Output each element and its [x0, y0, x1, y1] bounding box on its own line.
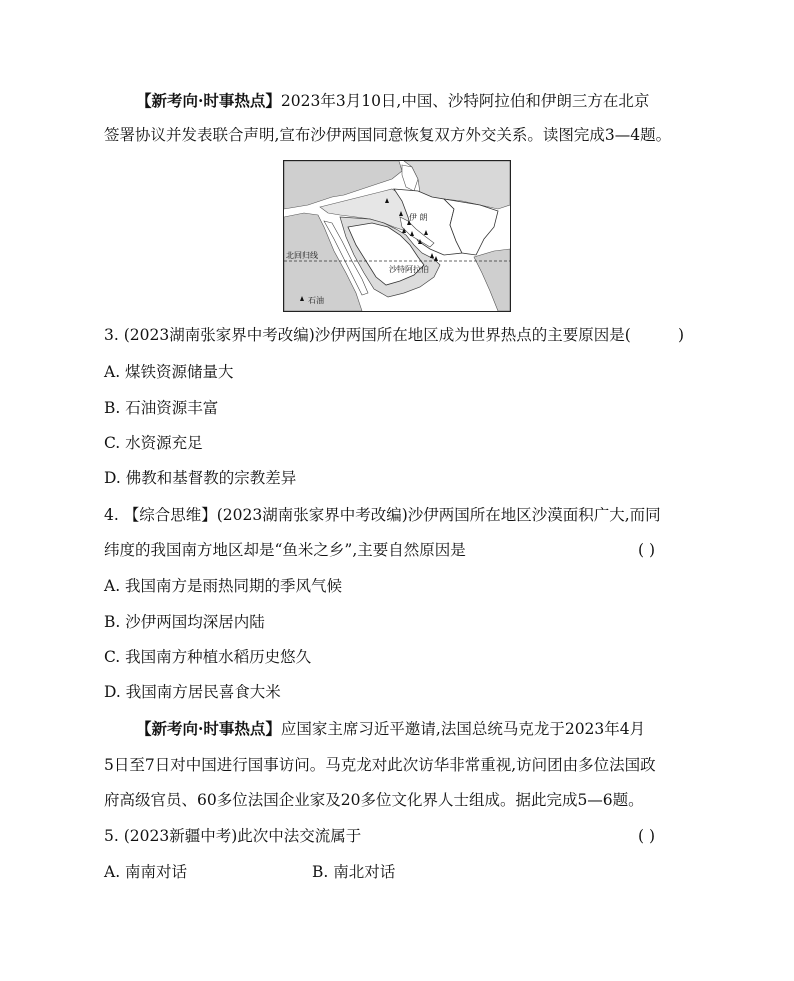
q4-stem-line1: 4. 【综合思维】(2023湖南张家界中考改编)沙伊两国所在地区沙漠面积广大,而同	[104, 506, 661, 524]
q3-option-c: C. 水资源充足	[104, 434, 203, 452]
q4-answer-paren: ( )	[638, 541, 656, 559]
label-saudi-arabia: 沙特阿拉伯	[389, 265, 429, 274]
middle-east-map	[283, 160, 511, 312]
section2-line1	[136, 719, 645, 739]
q4-option-d: D. 我国南方居民喜食大米	[104, 683, 281, 701]
q5-answer-paren: ( )	[638, 827, 656, 845]
section1-tag: 【新考向·时事热点】	[136, 91, 281, 110]
section2-tag: 【新考向·时事热点】	[136, 719, 281, 738]
q3-option-b: B. 石油资源丰富	[104, 399, 219, 417]
q3-paren-close: )	[678, 326, 685, 344]
section2-line3: 府高级官员、60多位法国企业家及20多位文化界人士组成。据此完成5—6题。	[104, 791, 644, 809]
legend-oil: 石油	[308, 296, 324, 305]
section1-line2: 签署协议并发表联合声明,宣布沙伊两国同意恢复双方外交关系。读图完成3—4题。	[104, 126, 672, 144]
q5-option-b: B. 南北对话	[312, 863, 396, 881]
section1-text1: 2023年3月10日,中国、沙特阿拉伯和伊朗三方在北京	[280, 92, 650, 110]
q3-stem: 3. (2023湖南张家界中考改编)沙伊两国所在地区成为世界热点的主要原因是(	[104, 326, 631, 344]
label-tropic-of-cancer: 北回归线	[286, 251, 318, 260]
section2-line2: 5日至7日对中国进行国事访问。马克龙对此次访华非常重视,访问团由多位法国政	[104, 756, 656, 774]
q5-stem: 5. (2023新疆中考)此次中法交流属于	[104, 827, 362, 845]
q4-option-a: A. 我国南方是雨热同期的季风气候	[104, 577, 343, 595]
q4-option-b: B. 沙伊两国均深居内陆	[104, 613, 265, 631]
q4-stem-line2: 纬度的我国南方地区却是“鱼米之乡”,主要自然原因是	[104, 541, 466, 559]
section2-text1: 应国家主席习近平邀请,法国总统马克龙于2023年4月	[280, 720, 646, 738]
q3-option-d: D. 佛教和基督教的宗教差异	[104, 469, 297, 487]
section1-line1	[136, 91, 649, 111]
map-graphic	[284, 161, 510, 311]
q4-option-c: C. 我国南方种植水稻历史悠久	[104, 648, 312, 666]
label-iran: 伊 朗	[409, 213, 428, 222]
q3-option-a: A. 煤铁资源储量大	[104, 363, 234, 381]
q5-option-a: A. 南南对话	[104, 863, 188, 881]
